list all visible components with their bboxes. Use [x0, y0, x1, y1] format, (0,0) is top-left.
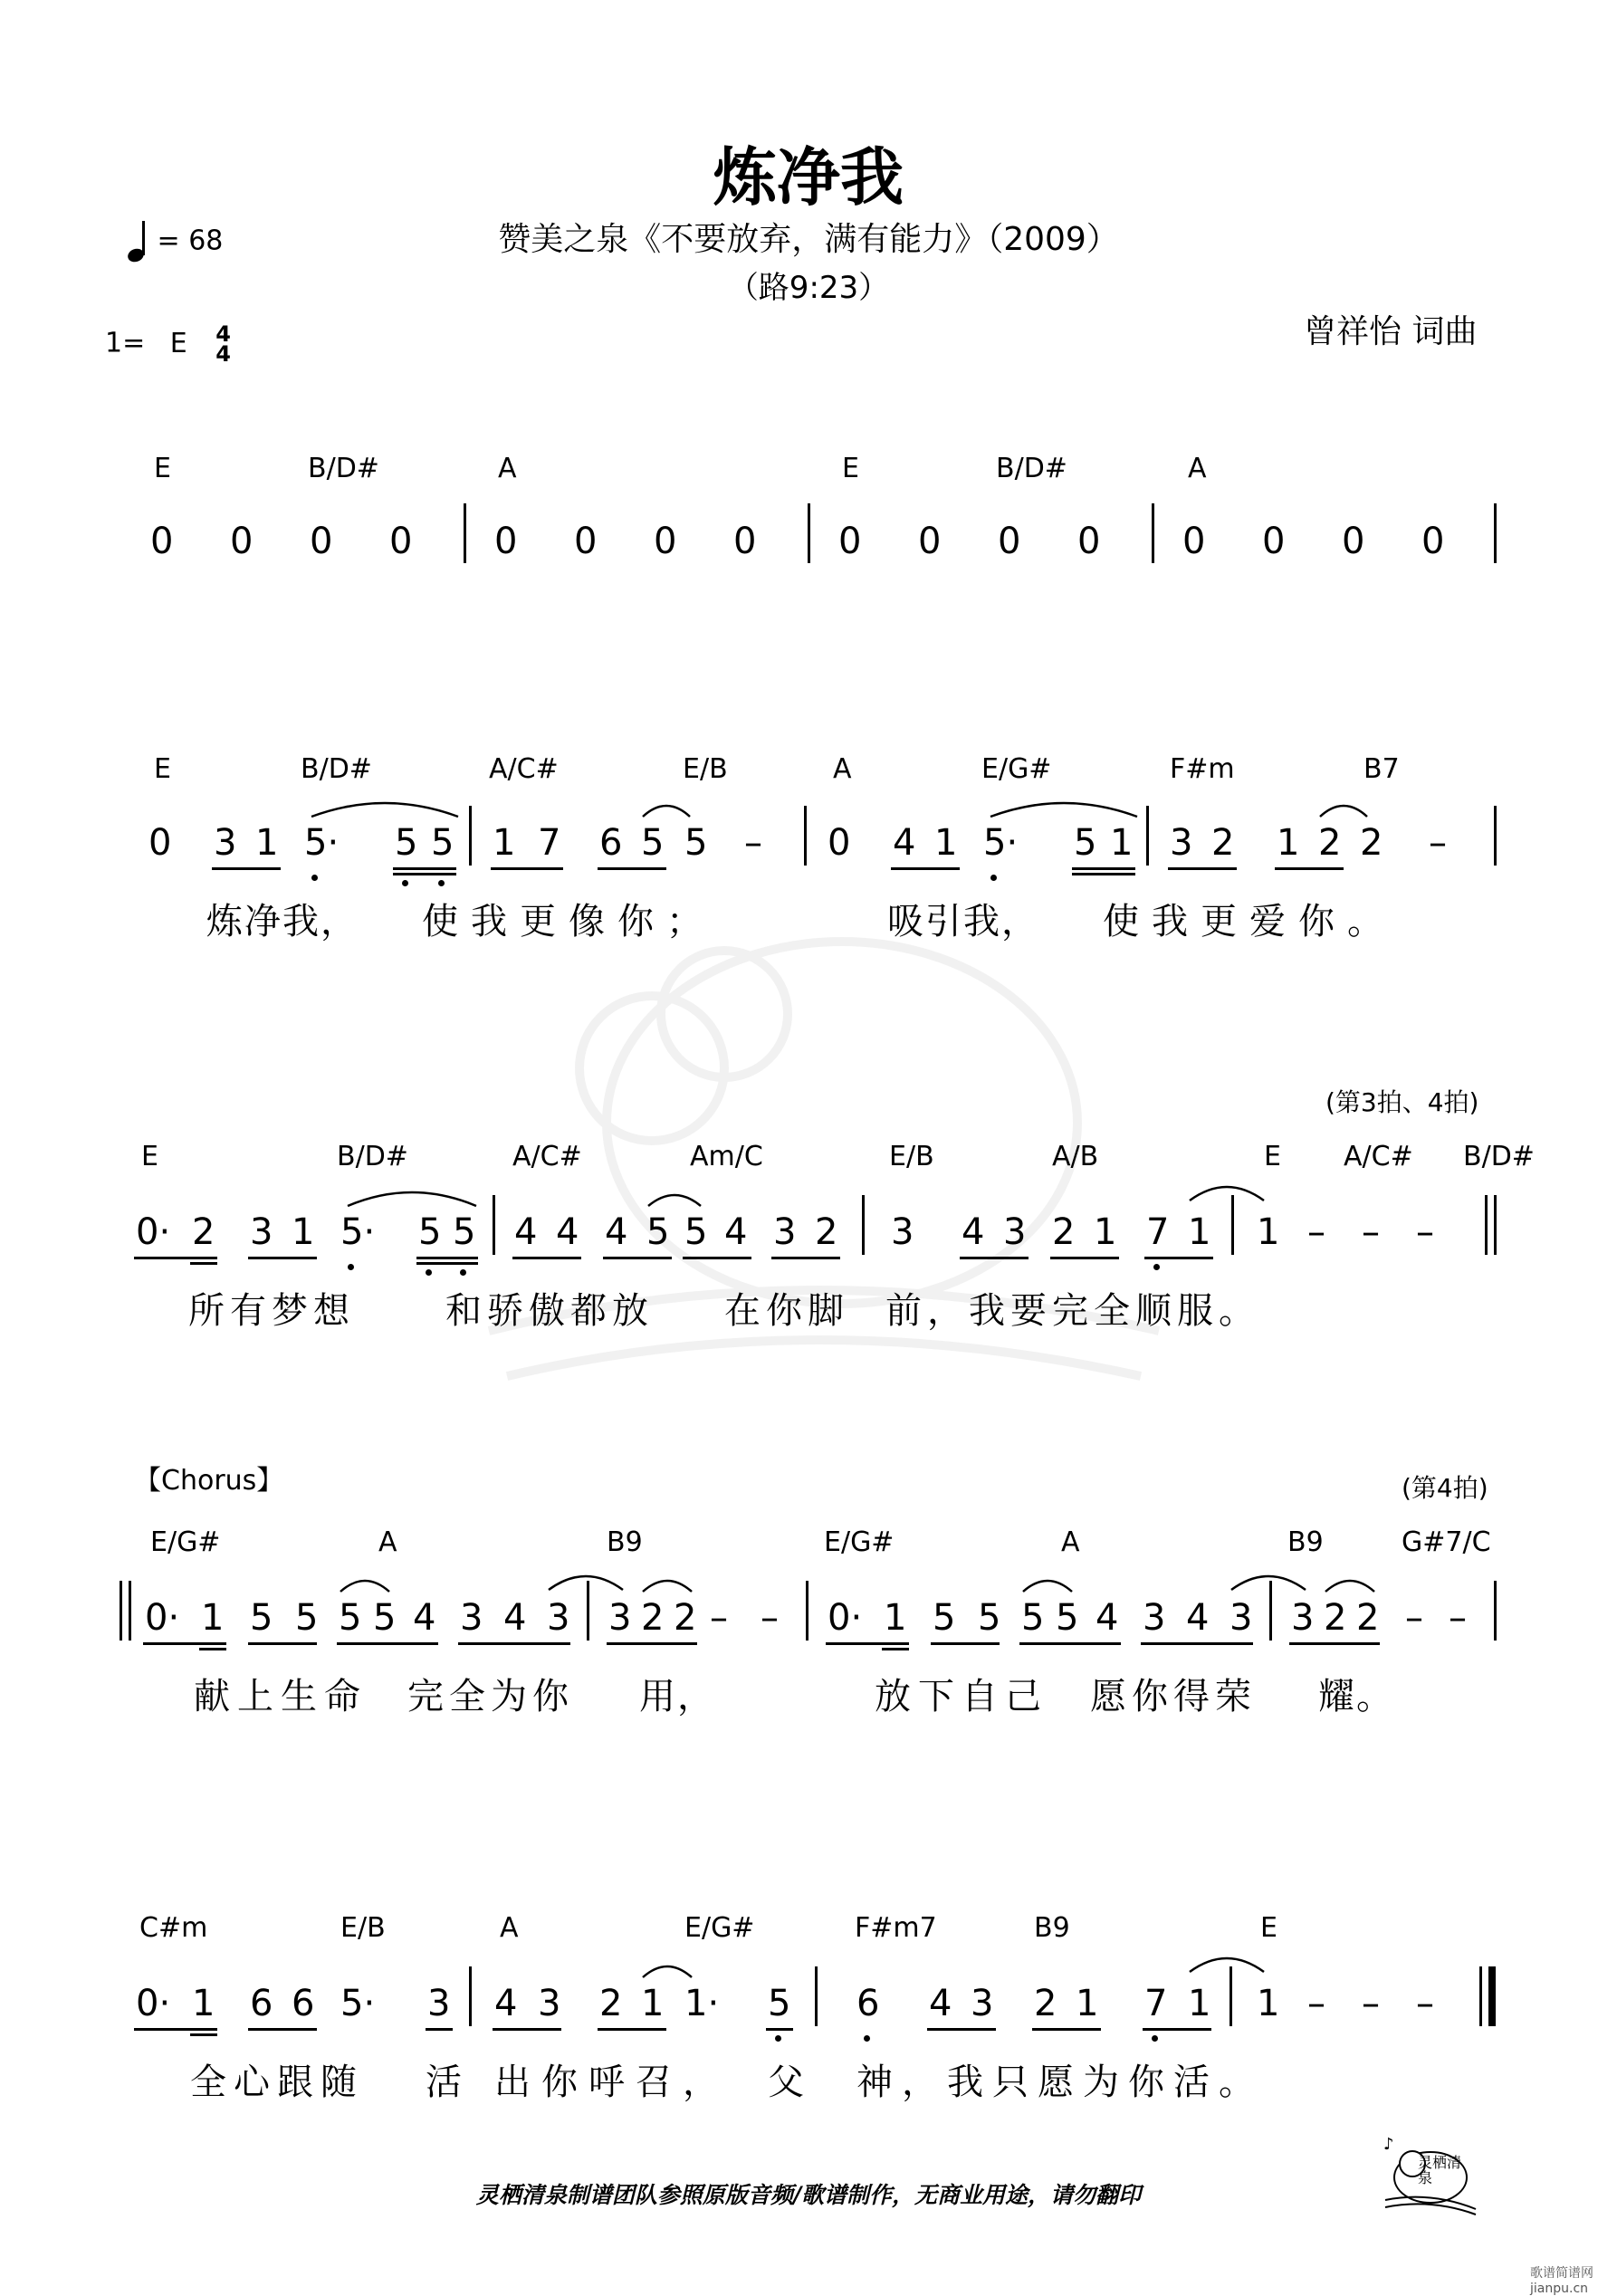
- note: 2: [1324, 1597, 1347, 1639]
- note: 6: [599, 822, 623, 864]
- lyric: 耀。: [1318, 1676, 1394, 1717]
- chord: A: [498, 453, 517, 484]
- note: 3: [1229, 1597, 1253, 1639]
- note: 3: [1170, 822, 1193, 864]
- bar-line: [804, 806, 807, 866]
- time-bottom: 4: [215, 341, 231, 367]
- low-octave-dot: [1152, 2035, 1158, 2042]
- note: 2: [1034, 1983, 1057, 2024]
- time-signature: [215, 321, 231, 367]
- note: 0: [494, 521, 518, 562]
- tie-arc: [1322, 1572, 1378, 1595]
- section-label: 【Chorus】: [134, 1465, 284, 1497]
- note: 1: [1257, 1211, 1280, 1253]
- note: 5: [684, 1211, 708, 1253]
- note: 0·: [828, 1597, 863, 1639]
- note: –: [1405, 1597, 1423, 1639]
- chord: B9: [1287, 1526, 1324, 1558]
- note: –: [1416, 1211, 1434, 1253]
- note: 7: [1144, 1983, 1168, 2024]
- beam: [426, 2028, 453, 2031]
- note: 1: [1076, 1983, 1099, 2024]
- note: 0: [1342, 521, 1365, 562]
- note: –: [761, 1597, 779, 1639]
- tie-arc: [645, 1186, 704, 1210]
- chord: B/D#: [337, 1141, 408, 1172]
- note: 3: [1143, 1597, 1166, 1639]
- double-bar-line: [120, 1581, 122, 1641]
- chord: E: [154, 753, 171, 785]
- note: 2: [1360, 822, 1383, 864]
- double-bar-line: [1494, 1195, 1497, 1255]
- low-octave-dot: [1153, 1264, 1160, 1270]
- chord: B7: [1363, 753, 1400, 785]
- note: 4: [503, 1597, 527, 1639]
- beam: [1072, 867, 1135, 870]
- note: 5: [1074, 822, 1097, 864]
- lyric: 献上生命: [194, 1676, 368, 1717]
- note: 5: [295, 1597, 319, 1639]
- chord: A/C#: [1344, 1141, 1413, 1172]
- chord: G#7/C: [1402, 1526, 1491, 1558]
- chord: E/G#: [824, 1526, 895, 1558]
- note: 1: [201, 1597, 225, 1639]
- note: 0: [733, 521, 757, 562]
- stamp-text: 灵栖清泉: [1418, 2154, 1462, 2186]
- note: 5: [646, 1211, 670, 1253]
- beam: [1168, 867, 1237, 870]
- note: 2: [1318, 822, 1342, 864]
- note: 1·: [684, 1983, 720, 2024]
- low-octave-dot: [311, 875, 318, 881]
- bar-line: [469, 1966, 472, 2026]
- note: 1: [1094, 1211, 1117, 1253]
- lyric: 炼净我，: [206, 901, 359, 942]
- note: 1: [934, 822, 958, 864]
- note: 3: [891, 1211, 914, 1253]
- tie-arc: [1186, 1177, 1268, 1204]
- quarter-note-icon: [127, 219, 148, 264]
- note: 0: [1077, 521, 1101, 562]
- tie-arc: [337, 1572, 393, 1595]
- note: 0·: [136, 1211, 171, 1253]
- beam: [960, 1257, 1029, 1259]
- note: 3: [214, 822, 237, 864]
- note: 7: [1146, 1211, 1170, 1253]
- beam: [1050, 1257, 1119, 1259]
- chord: E/B: [889, 1141, 934, 1172]
- note: 4: [556, 1211, 579, 1253]
- beam: [248, 1257, 317, 1259]
- bar-line: [1494, 806, 1497, 866]
- chord: E: [154, 453, 171, 484]
- bar-line: [469, 806, 472, 866]
- low-octave-dot: [348, 1264, 354, 1270]
- lyric: 前，我要完全顺服。: [885, 1290, 1260, 1332]
- note: 2: [1356, 1597, 1380, 1639]
- lyric: 出你呼召，: [494, 2062, 730, 2103]
- low-octave-dot: [402, 880, 408, 886]
- beat-annotation: (第4拍): [1402, 1473, 1488, 1503]
- lyric: 放下自己: [875, 1676, 1048, 1717]
- note: 5: [768, 1983, 791, 2024]
- note: 2: [674, 1597, 697, 1639]
- beat-annotation: (第3拍、4拍): [1325, 1087, 1479, 1117]
- tie-arc: [1019, 1572, 1076, 1595]
- note: 5·: [304, 822, 340, 864]
- note: 0: [654, 521, 677, 562]
- note: 1: [1257, 1983, 1280, 2024]
- note: 1: [1277, 822, 1300, 864]
- chord: F#m: [1170, 753, 1235, 785]
- time-top: 4: [215, 321, 231, 347]
- tie-arc: [639, 797, 694, 820]
- note: 4: [929, 1983, 952, 2024]
- tie-arc: [1228, 1566, 1309, 1593]
- chord: Am/C: [690, 1141, 763, 1172]
- note: 2: [1052, 1211, 1076, 1253]
- chord: A: [1061, 1526, 1080, 1558]
- key-signature: [105, 321, 231, 367]
- note: 0: [998, 521, 1021, 562]
- lyric: 使我更像你；: [422, 901, 715, 942]
- beam: [493, 2028, 561, 2031]
- note: 1: [1188, 1211, 1211, 1253]
- note: 3: [538, 1983, 561, 2024]
- beam: [683, 1257, 751, 1259]
- note: 6: [292, 1983, 315, 2024]
- note: 5: [978, 1597, 1001, 1639]
- beam: [512, 1257, 581, 1259]
- double-bar-line: [129, 1581, 131, 1641]
- final-bar-line: [1488, 1966, 1496, 2026]
- beam: [1032, 2028, 1101, 2031]
- low-octave-dot: [438, 880, 445, 886]
- tie-arc: [308, 793, 462, 820]
- chord: A/B: [1052, 1141, 1099, 1172]
- beam: [491, 867, 563, 870]
- chord: E: [141, 1141, 158, 1172]
- beam: [212, 867, 281, 870]
- chord: E/G#: [981, 753, 1052, 785]
- lyric: 使我更爱你。: [1103, 901, 1396, 942]
- beam: [598, 867, 666, 870]
- tie-arc: [1316, 797, 1371, 820]
- chord: E: [1264, 1141, 1281, 1172]
- note: 1: [255, 822, 279, 864]
- beam: [891, 867, 960, 870]
- beam: [826, 1642, 909, 1645]
- bar-line: [815, 1966, 818, 2026]
- note: –: [710, 1597, 728, 1639]
- note: 4: [514, 1211, 538, 1253]
- note: –: [744, 822, 762, 864]
- note: 0: [230, 521, 254, 562]
- beam: [603, 1257, 672, 1259]
- beam: [337, 1642, 438, 1645]
- note: 3: [427, 1983, 451, 2024]
- lyric: 所有梦想: [188, 1290, 355, 1332]
- note: 1: [292, 1211, 315, 1253]
- note: 0: [150, 521, 174, 562]
- note: 5·: [340, 1211, 376, 1253]
- chord: B/D#: [308, 453, 379, 484]
- note: 7: [538, 822, 561, 864]
- note: 1: [1110, 822, 1134, 864]
- chord: A: [378, 1526, 397, 1558]
- bar-line: [493, 1195, 495, 1255]
- key-prefix: 1=: [105, 327, 146, 359]
- scripture-reference: （路9:23）: [727, 270, 890, 306]
- note: 2: [599, 1983, 623, 2024]
- note: 3: [250, 1211, 273, 1253]
- chord: B/D#: [301, 753, 372, 785]
- lyric: 吸引我，: [887, 901, 1039, 942]
- note: 3: [1003, 1211, 1027, 1253]
- key-letter: E: [169, 327, 187, 359]
- beam: [598, 2028, 666, 2031]
- chord: F#m7: [855, 1912, 937, 1944]
- bar-line: [1146, 806, 1149, 866]
- note: 0: [1421, 521, 1445, 562]
- note: 0: [310, 521, 333, 562]
- note: 4: [1186, 1597, 1210, 1639]
- note: 0: [574, 521, 598, 562]
- note: 3: [547, 1597, 570, 1639]
- note: 0·: [136, 1983, 171, 2024]
- studio-stamp: [1376, 2128, 1485, 2222]
- beam: [416, 1257, 478, 1259]
- beam: [134, 2028, 217, 2031]
- final-bar-line: [1479, 1966, 1482, 2026]
- beam: [1144, 1257, 1213, 1259]
- beam: [607, 1642, 697, 1645]
- note: 3: [971, 1983, 994, 2024]
- note: 5: [339, 1597, 362, 1639]
- bar-line: [806, 1581, 808, 1641]
- note: 1: [192, 1983, 215, 2024]
- chord: E/G#: [684, 1912, 755, 1944]
- note: 4: [413, 1597, 436, 1639]
- note: 0: [1182, 521, 1206, 562]
- note: 4: [1096, 1597, 1119, 1639]
- chord: E/B: [683, 753, 728, 785]
- beam: [1289, 1642, 1380, 1645]
- beam: [1072, 873, 1135, 875]
- note: 3: [460, 1597, 483, 1639]
- beam: [1275, 867, 1344, 870]
- note: 5: [431, 822, 454, 864]
- note: 4: [962, 1211, 985, 1253]
- note: 2: [641, 1597, 665, 1639]
- note: 0: [828, 822, 851, 864]
- note: 5: [641, 822, 665, 864]
- chord: B9: [1034, 1912, 1070, 1944]
- note: 5: [1056, 1597, 1079, 1639]
- bar-line: [1152, 503, 1154, 563]
- bar-line: [1269, 1581, 1272, 1641]
- note: 0: [148, 822, 172, 864]
- chord: B9: [607, 1526, 643, 1558]
- site-watermark: 歌谱简谱网 jianpu.cn: [1530, 2266, 1593, 2296]
- bar-line: [587, 1581, 589, 1641]
- bar-line: [1494, 503, 1497, 563]
- note: 5·: [983, 822, 1019, 864]
- tie-arc: [639, 1957, 695, 1981]
- note: 0: [918, 521, 942, 562]
- note: 5: [250, 1597, 273, 1639]
- chord: E/B: [340, 1912, 386, 1944]
- album-subtitle: 赞美之泉《不要放弃，满有能力》（2009）: [498, 221, 1119, 258]
- beam: [1143, 2028, 1211, 2031]
- beam: [931, 1642, 1000, 1645]
- chord: E: [842, 453, 859, 484]
- beam: [1141, 1642, 1253, 1645]
- lyric: 和骄傲都放: [445, 1290, 654, 1332]
- beam: [248, 1642, 317, 1645]
- note: –: [1307, 1211, 1325, 1253]
- note: 0: [1262, 521, 1286, 562]
- beam: [248, 2028, 317, 2031]
- bar-line: [1494, 1581, 1497, 1641]
- note: 1: [884, 1597, 907, 1639]
- note: 6: [856, 1983, 880, 2024]
- tie-arc: [1186, 1948, 1268, 1976]
- beam: [393, 873, 456, 875]
- chord: B/D#: [1463, 1141, 1535, 1172]
- note: –: [1362, 1211, 1380, 1253]
- note: –: [1449, 1597, 1467, 1639]
- lyric: 父: [768, 2062, 806, 2103]
- beam: [882, 1648, 909, 1650]
- note: 5: [373, 1597, 397, 1639]
- note: 4: [724, 1211, 748, 1253]
- note: 2: [1211, 822, 1235, 864]
- note: 5: [453, 1211, 476, 1253]
- song-title: 炼净我: [713, 140, 904, 215]
- lyric: 完全为你: [407, 1676, 574, 1717]
- tie-arc: [639, 1572, 695, 1595]
- note: 0·: [145, 1597, 180, 1639]
- beam: [766, 2028, 793, 2031]
- tempo-value: = 68: [157, 225, 224, 257]
- chord: A: [500, 1912, 519, 1944]
- chord: A/C#: [512, 1141, 582, 1172]
- low-octave-dot: [426, 1269, 432, 1276]
- tempo-marking: [127, 219, 223, 264]
- beam: [143, 1642, 226, 1645]
- author: 曾祥怡 词曲: [1304, 313, 1478, 350]
- lyric: 用，: [639, 1676, 715, 1717]
- beam: [927, 2028, 996, 2031]
- note: 5: [933, 1597, 956, 1639]
- note: 3: [608, 1597, 632, 1639]
- bar-line: [862, 1195, 865, 1255]
- low-octave-dot: [990, 875, 997, 881]
- tie-arc: [545, 1566, 627, 1593]
- beam: [458, 1642, 570, 1645]
- note: 5: [395, 822, 418, 864]
- low-octave-dot: [864, 2035, 870, 2042]
- note: 5·: [340, 1983, 376, 2024]
- note: 1: [493, 822, 516, 864]
- note: 5: [1021, 1597, 1045, 1639]
- chord: C#m: [139, 1912, 208, 1944]
- note: –: [1416, 1983, 1434, 2024]
- tie-arc: [987, 793, 1141, 820]
- chord: E: [1260, 1912, 1277, 1944]
- beam: [416, 1262, 478, 1265]
- note: –: [1429, 822, 1447, 864]
- note: 2: [192, 1211, 215, 1253]
- bar-line: [808, 503, 810, 563]
- chord: A: [1188, 453, 1207, 484]
- note: 3: [773, 1211, 797, 1253]
- beam: [134, 1257, 217, 1259]
- note: 3: [1291, 1597, 1315, 1639]
- beam: [199, 1648, 226, 1650]
- lyric: 神，我只愿为你活。: [856, 2062, 1264, 2103]
- beam: [190, 1262, 217, 1265]
- note: 4: [605, 1211, 628, 1253]
- beam: [771, 1257, 840, 1259]
- note: –: [1362, 1983, 1380, 2024]
- bar-line: [464, 503, 466, 563]
- note: 4: [893, 822, 916, 864]
- note: 0: [838, 521, 862, 562]
- note: 6: [250, 1983, 273, 2024]
- svg-text:♪: ♪: [1383, 2135, 1394, 2154]
- note: 1: [641, 1983, 665, 2024]
- beam: [393, 867, 456, 870]
- note: 4: [494, 1983, 518, 2024]
- note: –: [1307, 1983, 1325, 2024]
- lyric: 愿你得荣: [1090, 1676, 1257, 1717]
- note: 1: [1188, 1983, 1211, 2024]
- note: 2: [815, 1211, 838, 1253]
- low-octave-dot: [775, 2035, 781, 2042]
- chord: A/C#: [489, 753, 559, 785]
- lyric: 在你脚: [724, 1290, 849, 1332]
- beam: [1019, 1642, 1121, 1645]
- chord: A: [833, 753, 852, 785]
- double-bar-line: [1485, 1195, 1488, 1255]
- lyric: 全心跟随: [190, 2062, 364, 2103]
- chord: E/G#: [150, 1526, 221, 1558]
- lyric: 活: [426, 2062, 464, 2103]
- note: 5: [684, 822, 708, 864]
- footer-notice: 灵栖清泉制谱团队参照原版音频/歌谱制作，无商业用途，请勿翻印: [475, 2182, 1142, 2208]
- low-octave-dot: [460, 1269, 466, 1276]
- beam: [190, 2033, 217, 2036]
- note: 5: [418, 1211, 442, 1253]
- tie-arc: [344, 1182, 480, 1210]
- note: 0: [389, 521, 413, 562]
- chord: B/D#: [996, 453, 1067, 484]
